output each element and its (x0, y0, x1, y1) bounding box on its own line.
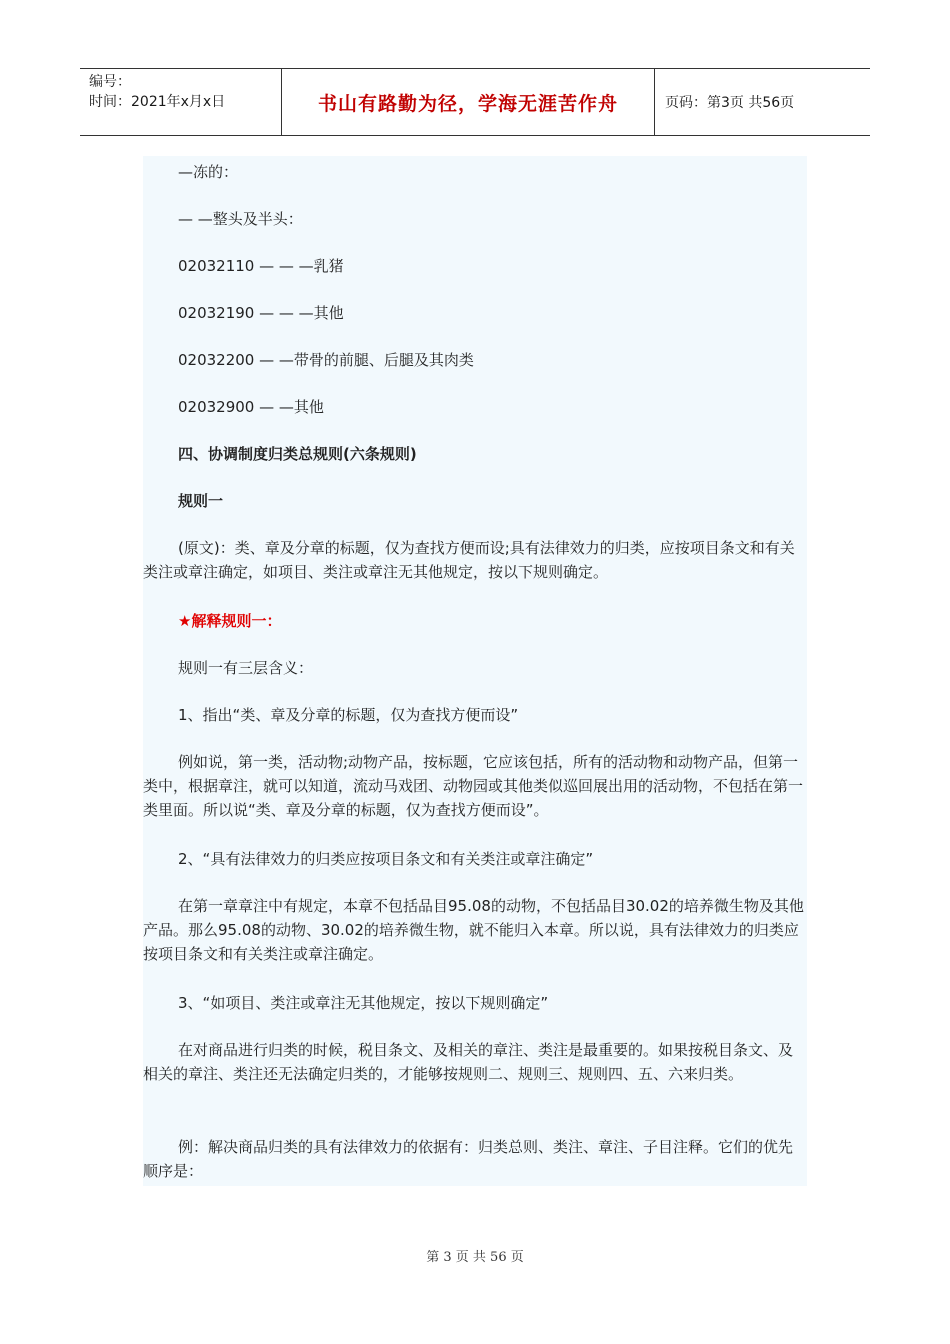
header-page-cell (655, 69, 870, 135)
paragraph: 规则一有三层含义： (178, 659, 314, 677)
header-table (80, 68, 870, 136)
rule-heading: 规则一 (178, 492, 224, 510)
paragraph: 在第一章章注中有规定，本章不包括品目95.08的动物，不包括品目30.02的培养微生物及其他产品。那么95.08的动物、30.02的培养微生物，就不能归入本章。所以说，具有法律效力的归类应按项目条文和有关类注或章注确定。 (143, 897, 804, 963)
paragraph: 在对商品进行归类的时候，税目条文、及相关的章注、类注是最重要的。如果按税目条文、及相关的章注、类注还无法确定归类的，才能够按规则二、规则三、规则四、五、六来归类。 (143, 1041, 794, 1083)
page-info: 页码：第3页 共56页 (665, 95, 795, 111)
paragraph: 3、“如项目、类注或章注无其他规定，按以下规则确定” (178, 994, 549, 1012)
document-body (143, 156, 807, 1186)
header-meta-cell (80, 69, 282, 135)
tariff-line: 02032190 — — —其他 (178, 304, 344, 322)
paragraph: 2、“具有法律效力的归类应按项目条文和有关类注或章注确定” (178, 850, 594, 868)
paragraph: — —整头及半头： (178, 210, 303, 228)
paragraph: 1、指出“类、章及分章的标题，仅为查找方便而设” (178, 706, 519, 724)
time-label: 时间：2021年x月x日 (89, 94, 226, 110)
tariff-line: 02032900 — —其他 (178, 398, 324, 416)
highlight-heading: ★解释规则一： (178, 612, 282, 630)
paragraph: 例：解决商品归类的具有法律效力的依据有：归类总则、类注、章注、子目注释。它们的优先顺序是： (143, 1138, 794, 1180)
section-heading: 四、协调制度归类总规则(六条规则) (178, 445, 417, 463)
tariff-line: 02032110 — — —乳猪 (178, 257, 344, 275)
paragraph: 例如说，第一类，活动物;动物产品，按标题，它应该包括，所有的活动物和动物产品，但第一类中，根据章注，就可以知道，流动马戏团、动物园或其他类似巡回展出用的活动物，不包括在第一类里面。所以说“类、章及分章的标题，仅为查找方便而设”。 (143, 753, 804, 819)
serial-label: 编号： (89, 74, 131, 90)
page-footer: 第 3 页 共 56 页 (426, 1250, 524, 1265)
paragraph: (原文)：类、章及分章的标题，仅为查找方便而设;具有法律效力的归类，应按项目条文和有关类注或章注确定，如项目、类注或章注无其他规定，按以下规则确定。 (143, 539, 795, 581)
paragraph: —冻的： (178, 163, 239, 181)
motto: 书山有路勤为径，学海无涯苦作舟 (317, 92, 618, 115)
header-motto-cell (282, 69, 655, 135)
tariff-line: 02032200 — —带骨的前腿、后腿及其肉类 (178, 351, 474, 369)
